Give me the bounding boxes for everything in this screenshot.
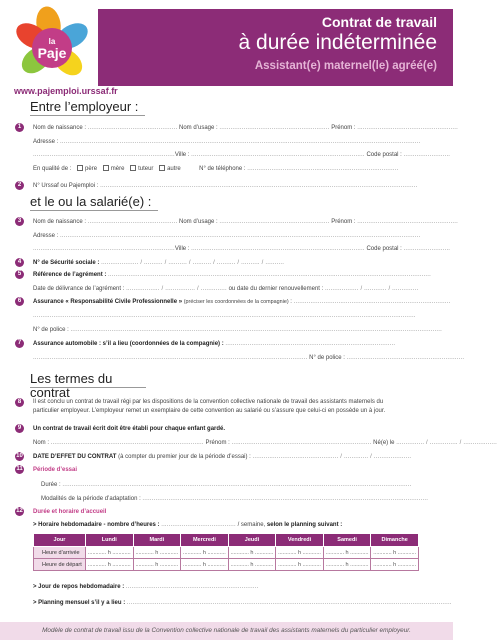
salarie-ville-row[interactable]: ............................................................................Ville : ............................................................................................. Code postal : .........................: [33, 246, 451, 252]
time-cell[interactable]: ............ h ............: [371, 559, 419, 571]
time-cell[interactable]: ............ h ............: [323, 547, 371, 559]
termes-date-effet-row[interactable]: DATE D’EFFET DU CONTRAT (à compter du premier jour de la période d’essai) : .............................................. / ............. / ....................: [33, 454, 412, 460]
footer-note: Modèle de contrat de travail issu de la Convention collective nationale de travail des assistants maternels du particulier employeur.: [0, 622, 453, 640]
paje-logo-icon: [12, 4, 92, 86]
label: Assurance « Responsabilité Civile Professionnelle »: [33, 299, 183, 305]
label: tuteur: [138, 166, 154, 172]
employeur-ville-row[interactable]: ............................................................................Ville : ............................................................................................. Code postal : .........................: [33, 152, 451, 158]
termes-duree-row[interactable]: Durée : ...........................................................................................................................................................................................: [41, 482, 412, 488]
label: Né(e) le: [373, 440, 395, 446]
label: (à compter du premier jour de la période d’essai) :: [118, 454, 251, 460]
time-cell[interactable]: ............ h ............: [228, 547, 276, 559]
number-badge-6: 6: [15, 297, 24, 306]
table-row: [34, 559, 419, 571]
svg-text:la: la: [48, 37, 56, 46]
label: Date de délivrance de l’agrément :: [33, 286, 125, 292]
column-header: Samedi: [323, 534, 371, 547]
salarie-assurance-rc-row[interactable]: Assurance « Responsabilité Civile Professionnelle » (préciser les coordonnées de la compagnie) : ....................................................................................: [33, 299, 451, 305]
salarie-agrement-row[interactable]: Référence de l’agrément : .............................................................................................................................................................................: [33, 272, 432, 278]
termes-periode-essai: [33, 466, 418, 474]
label: N° de Sécurité sociale :: [33, 260, 100, 266]
number-badge-7: 7: [15, 339, 24, 348]
number-badge-1: 1: [15, 123, 24, 132]
label: Durée :: [41, 482, 61, 488]
label: Adresse :: [33, 139, 59, 145]
employeur-qualite-row[interactable]: En qualité de : père mère tuteur autre N° de téléphone : .................................................................................: [33, 166, 399, 172]
time-cell[interactable]: ............ h ............: [181, 547, 229, 559]
termes-repos-row[interactable]: > Jour de repos hebdomadaire : .......................................................................: [33, 584, 259, 590]
label: Période d’essai: [33, 467, 78, 473]
time-cell[interactable]: ............ h ............: [276, 559, 324, 571]
label: Durée et horaire d’accueil: [33, 509, 107, 515]
title-line-1: Contrat de travail: [321, 14, 437, 30]
label: N° de téléphone :: [199, 166, 246, 172]
label: Adresse :: [33, 233, 59, 239]
termes-duree-horaire: [33, 508, 418, 516]
title-line-2: à durée indéterminée: [238, 31, 437, 54]
label: / semaine,: [237, 522, 266, 528]
termes-modalites-row[interactable]: Modalités de la période d’adaptation : .........................................................................................................................................................: [41, 496, 429, 502]
time-cell[interactable]: ............ h ............: [323, 559, 371, 571]
label: Nom d’usage :: [179, 125, 218, 131]
label: selon le planning suivant :: [266, 522, 343, 528]
column-header: Vendredi: [276, 534, 324, 547]
label: père: [85, 166, 98, 172]
salarie-secu-row[interactable]: N° de Sécurité sociale : .................... / .......... / .......... / .......... / .......... / .......... / ..........: [33, 260, 285, 266]
column-header: Jour: [34, 534, 86, 547]
time-cell[interactable]: ............ h ............: [181, 559, 229, 571]
checkbox-autre[interactable]: [159, 165, 165, 171]
time-cell[interactable]: ............ h ............: [276, 547, 324, 559]
title-line-3: Assistant(e) maternel(le) agréé(e): [254, 60, 437, 72]
column-header: Dimanche: [371, 534, 419, 547]
checkbox-mere[interactable]: [103, 165, 109, 171]
label: Code postal :: [366, 246, 402, 252]
label: Prénom :: [331, 219, 356, 225]
salarie-police-row[interactable]: N° de police : .......................................................................................................................................................................................................: [33, 327, 442, 333]
number-badge-12: 12: [16, 508, 23, 514]
time-cell[interactable]: ............ h ............: [86, 559, 134, 571]
termes-enfant-row: [33, 425, 418, 433]
label: > Jour de repos hebdomadaire :: [33, 584, 125, 590]
time-cell[interactable]: ............ h ............: [133, 559, 181, 571]
label: N° Urssaf ou Pajemploi :: [33, 183, 99, 189]
employeur-urssaf-row[interactable]: N° Urssaf ou Pajemploi : ..........................................................................................................................................................................: [33, 183, 418, 189]
employeur-adresse-row[interactable]: Adresse : .................................................................................................................................................................................................: [33, 139, 421, 145]
column-header: Jeudi: [228, 534, 276, 547]
row-label: Heure d’arrivée: [34, 547, 86, 559]
table-row: [34, 547, 419, 559]
label: Modalités de la période d’adaptation :: [41, 496, 141, 502]
label: DATE D’EFFET DU CONTRAT: [33, 454, 117, 460]
checkbox-tuteur[interactable]: [130, 165, 136, 171]
salarie-agrement-date-row[interactable]: Date de délivrance de l’agrément : .................. / ................ / .............. ou date du dernier renouvellement : .................. / ............ / ..............: [33, 286, 419, 292]
column-header: Mardi: [133, 534, 181, 547]
label: N° de police :: [33, 327, 69, 333]
salarie-assurance-rc-line[interactable]: .............................................................................................................................................................................................................: [33, 313, 416, 319]
header: [0, 0, 453, 104]
number-badge-9: 9: [15, 424, 24, 433]
label: Ville :: [174, 246, 190, 252]
number-badge-2: 2: [15, 181, 24, 190]
label: Prénom :: [331, 125, 356, 131]
number-badge-3: 3: [15, 217, 24, 226]
website-link[interactable]: www.pajemploi.urssaf.fr: [14, 86, 118, 96]
time-cell[interactable]: ............ h ............: [228, 559, 276, 571]
column-header: Mercredi: [181, 534, 229, 547]
label: Nom d’usage :: [179, 219, 218, 225]
salarie-adresse-row[interactable]: Adresse : .................................................................................................................................................................................................: [33, 233, 421, 239]
time-cell[interactable]: ............ h ............: [86, 547, 134, 559]
label: Ville :: [174, 152, 190, 158]
number-badge-10: 10: [16, 453, 23, 459]
label: Assurance automobile : s’il a lieu (coordonnées de la compagnie) :: [33, 341, 224, 347]
label: N° de police :: [309, 355, 345, 361]
label: mère: [110, 166, 125, 172]
schedule-table: [33, 533, 419, 571]
label: ou date du dernier renouvellement :: [228, 286, 324, 292]
salarie-police2-row[interactable]: ................................................................................................................................................... N° de police : ...............................................................: [33, 355, 465, 361]
row-label: Heure de départ: [34, 559, 86, 571]
label: > Planning mensuel s’il y a lieu :: [33, 600, 126, 606]
termes-intro-1: Il est conclu un contrat de travail régi par les dispositions de la convention collective nationale de travail des assistants maternels du: [33, 399, 384, 405]
termes-planning-mensuel-row[interactable]: > Planning mensuel s’il y a lieu : ..............................................................................................................................................................................: [33, 600, 452, 606]
termes-horaire-hebdo-row[interactable]: > Horaire hebdomadaire - nombre d’heures : ........................................ / semaine, selon le planning suivant :: [33, 522, 343, 528]
label: Prénom :: [205, 440, 230, 446]
label: En qualité de :: [33, 166, 72, 172]
label: Code postal :: [366, 152, 402, 158]
label: Nom de naissance :: [33, 219, 87, 225]
column-header: Lundi: [86, 534, 134, 547]
label: Un contrat de travail écrit doit être établi pour chaque enfant gardé.: [33, 426, 226, 432]
number-badge-5: 5: [15, 270, 24, 279]
number-badge-8: 8: [15, 398, 24, 407]
section-salarie: et le ou la salarié(e) :: [30, 195, 158, 211]
label: Nom de naissance :: [33, 125, 87, 131]
label: (préciser les coordonnées de la compagnie): [183, 299, 289, 305]
checkbox-pere[interactable]: [77, 165, 83, 171]
svg-text:Paje: Paje: [37, 45, 67, 61]
section-employeur: Entre l’employeur :: [30, 100, 145, 116]
salarie-assurance-auto-row[interactable]: Assurance automobile : s’il a lieu (coordonnées de la compagnie) : ...........................................................................................: [33, 341, 396, 347]
time-cell[interactable]: ............ h ............: [133, 547, 181, 559]
label: autre: [167, 166, 181, 172]
number-badge-4: 4: [15, 258, 24, 267]
employeur-nom-row[interactable]: Nom de naissance : ................................................ Nom d’usage : ........................................................... Prénom : ......................................................: [33, 125, 459, 131]
time-cell[interactable]: ............ h ............: [371, 547, 419, 559]
label: > Horaire hebdomadaire - nombre d’heures :: [33, 522, 160, 528]
salarie-nom-row[interactable]: Nom de naissance : ................................................ Nom d’usage : ........................................................... Prénom : ......................................................: [33, 219, 459, 225]
termes-intro-2: particulier employeur. L’employeur remet un exemplaire de cette convention au salarié ou s’assure que celui-ci en possède un à jour.: [33, 408, 386, 414]
label: Référence de l’agrément :: [33, 272, 107, 278]
number-badge-11: 11: [16, 466, 23, 472]
termes-enfant-nom-row[interactable]: Nom : .................................................................................. Prénom : ........................................................................... Né(e) le ............... / ............... / ..................: [33, 440, 497, 446]
label: Nom :: [33, 440, 50, 446]
section-termes: Les termes du contrat: [30, 372, 146, 388]
